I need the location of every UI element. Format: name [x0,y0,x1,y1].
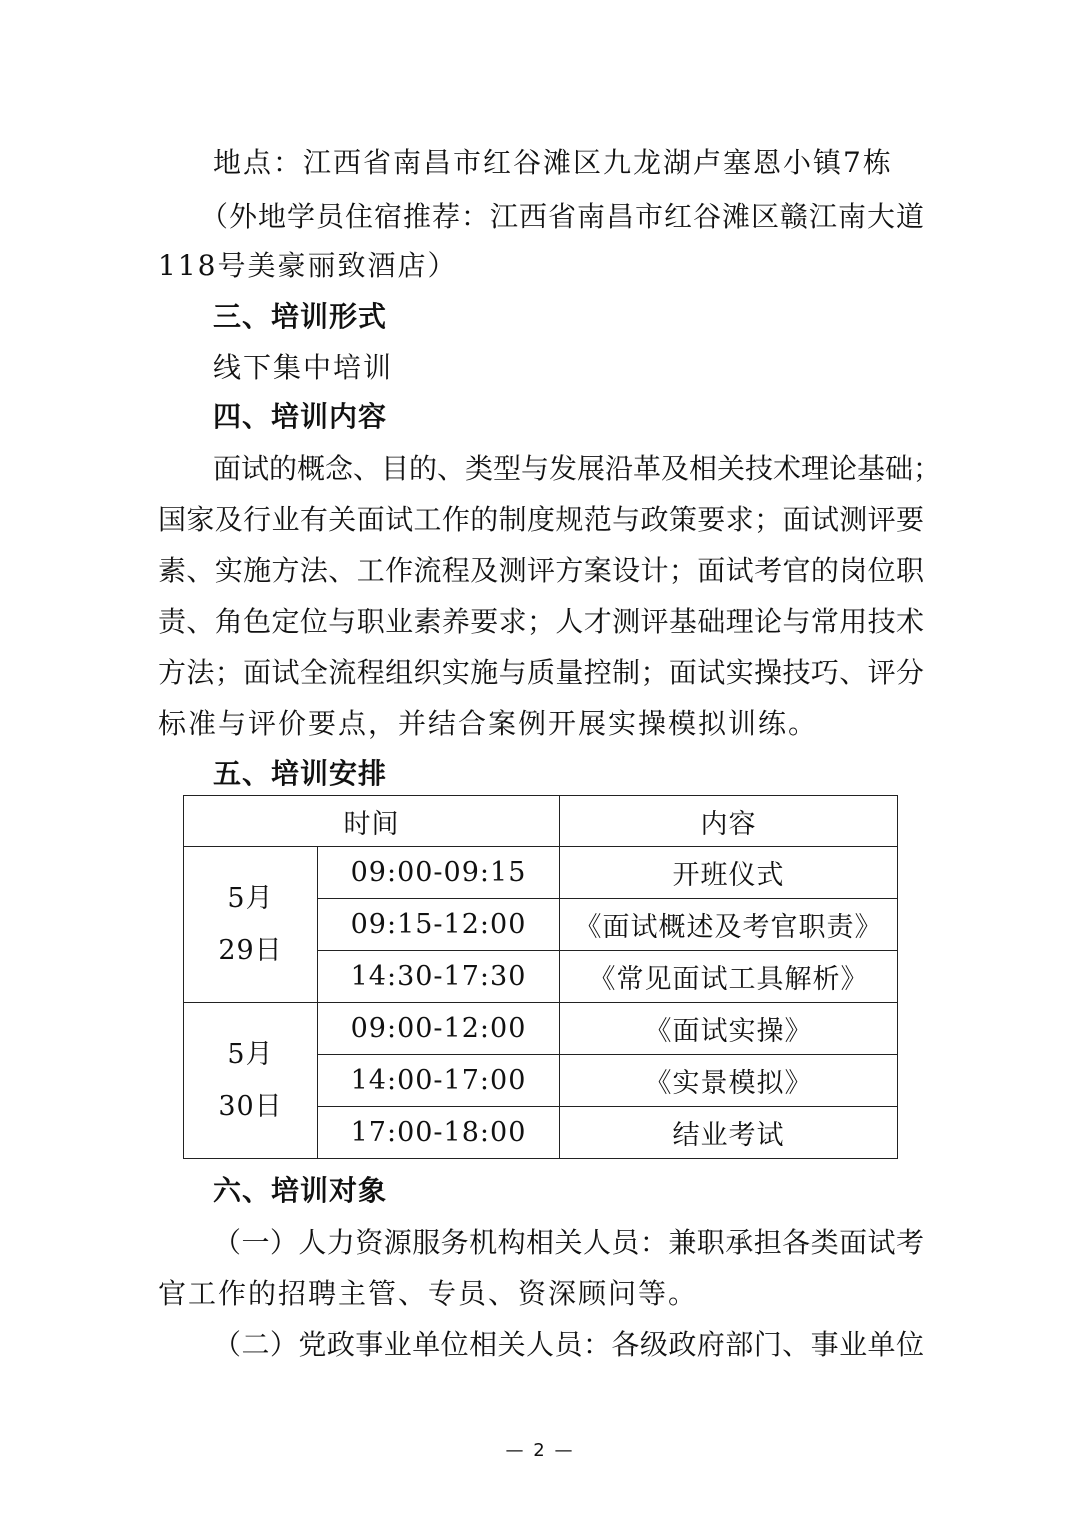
header-time: 时间 [184,796,560,847]
date-day: 30日 [218,1090,283,1122]
session-content: 《面试实操》 [560,1003,898,1055]
session-content: 《常见面试工具解析》 [560,951,898,1003]
section-4-line: 方法；面试全流程组织实施与质量控制；面试实操技巧、评分 [158,656,924,689]
page-number: — 2 — [505,1440,575,1461]
section-3-body: 线下集中培训 [213,351,394,384]
section-5-title: 五、培训安排 [213,757,388,790]
header-content: 内容 [560,796,898,847]
schedule-table [183,795,898,1159]
lodging-line-1: （外地学员住宿推荐：江西省南昌市红谷滩区赣江南大道 [200,200,924,233]
date-month: 5月 [227,1038,274,1070]
section-6-line: （二）党政事业单位相关人员：各级政府部门、事业单位 [213,1328,924,1361]
session-time: 14:30-17:30 [318,951,560,1003]
table-row [184,1003,898,1055]
section-4-line: 国家及行业有关面试工作的制度规范与政策要求；面试测评要 [158,503,924,536]
session-time: 09:00-12:00 [318,1003,560,1055]
section-6-title: 六、培训对象 [213,1174,388,1207]
section-6-line: 官工作的招聘主管、专员、资深顾问等。 [158,1277,699,1310]
section-6-line: （一）人力资源服务机构相关人员：兼职承担各类面试考 [213,1226,924,1259]
session-time: 09:15-12:00 [318,899,560,951]
session-content: 《面试概述及考官职责》 [560,899,898,951]
session-content: 结业考试 [560,1107,898,1159]
section-4-line: 素、实施方法、工作流程及测评方案设计；面试考官的岗位职 [158,554,924,587]
section-4-line: 责、角色定位与职业素养要求；人才测评基础理论与常用技术 [158,605,924,638]
session-content: 开班仪式 [560,847,898,899]
schedule-header-row [184,796,898,847]
date-month: 5月 [227,882,274,914]
location-line: 地点：江西省南昌市红谷滩区九龙湖卢塞恩小镇7栋 [213,146,893,179]
lodging-line-2: 118号美豪丽致酒店） [158,249,458,282]
date-day: 29日 [218,934,283,966]
session-time: 14:00-17:00 [318,1055,560,1107]
section-4-line: 面试的概念、目的、类型与发展沿革及相关技术理论基础； [213,452,942,485]
table-row [184,847,898,899]
date-cell-may-29 [184,847,318,1003]
section-4-line: 标准与评价要点，并结合案例开展实操模拟训练。 [158,707,819,740]
session-time: 09:00-09:15 [318,847,560,899]
section-3-title: 三、培训形式 [213,300,388,333]
session-content: 《实景模拟》 [560,1055,898,1107]
session-time: 17:00-18:00 [318,1107,560,1159]
date-cell-may-30 [184,1003,318,1159]
section-4-title: 四、培训内容 [213,400,388,433]
